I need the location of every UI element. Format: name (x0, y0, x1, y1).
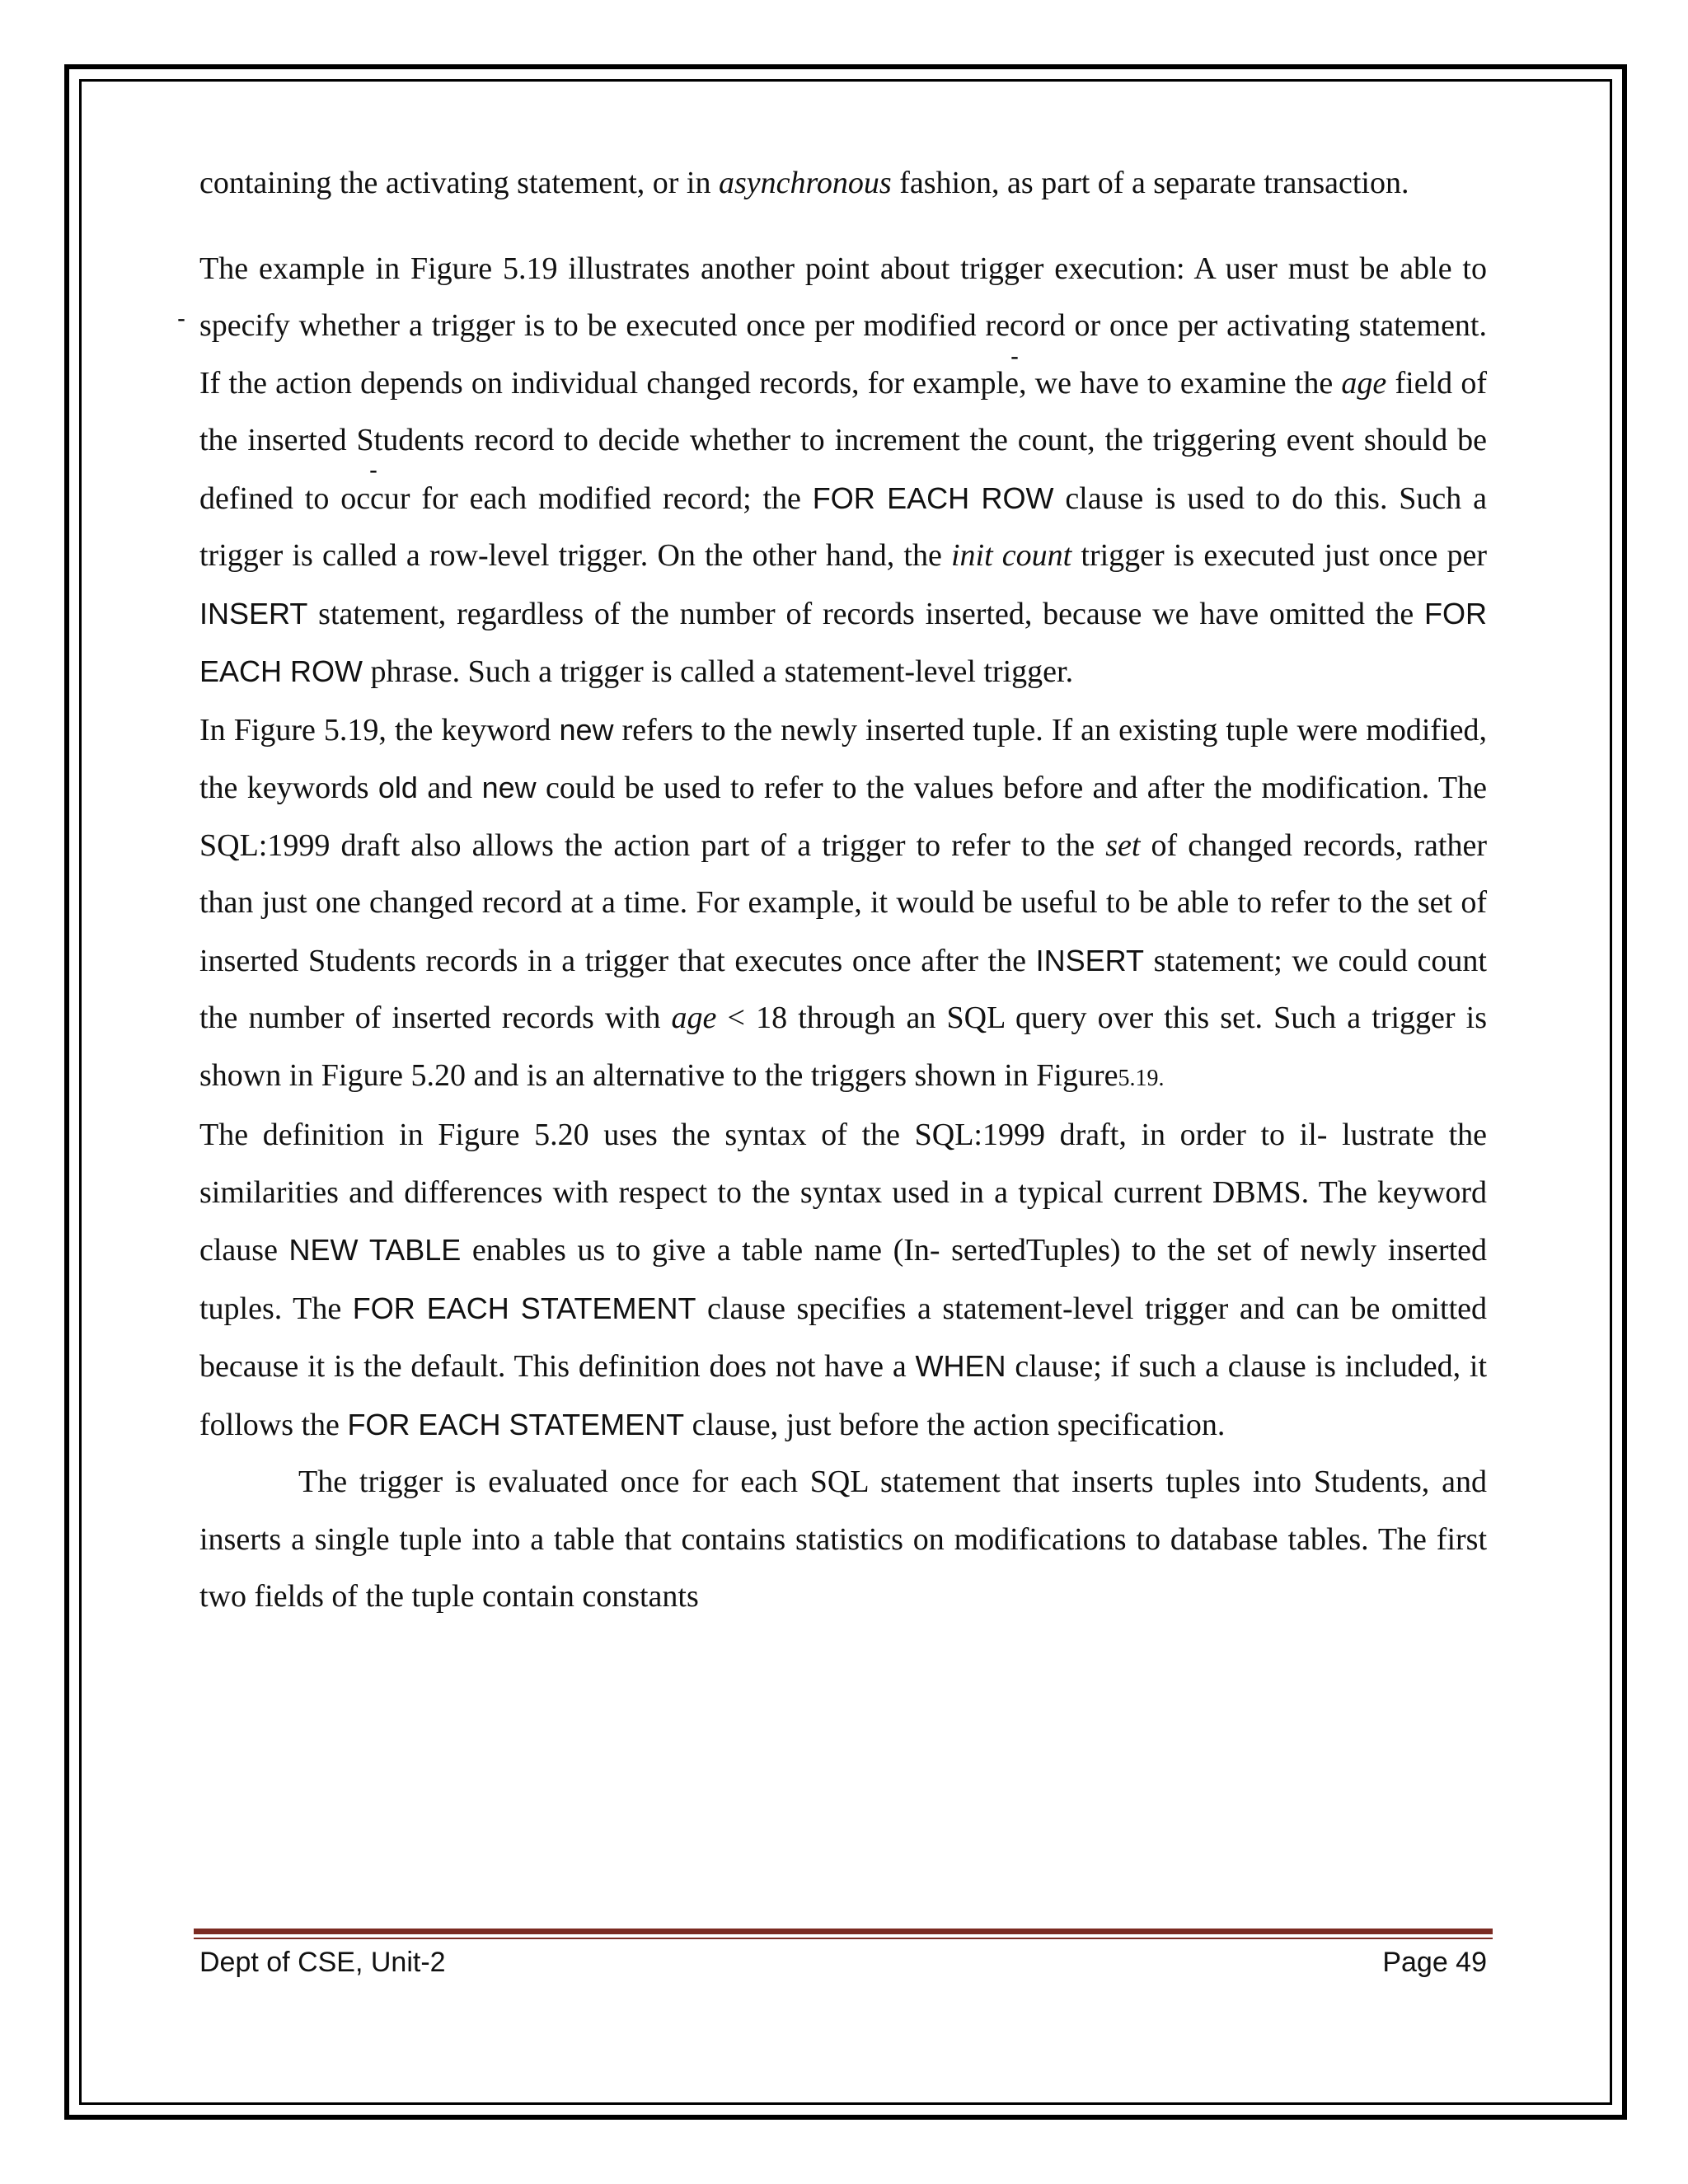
sql-keyword: NEW TABLE (288, 1233, 462, 1267)
text-run: of changed records, rather than just one changed record at a time. For example, it would be useful to be able to refer to the set of inserted Students records in a trigger that executes once after the (199, 827, 1487, 978)
sql-keyword: old (377, 771, 418, 804)
italic-term: age (671, 1001, 717, 1035)
sql-keyword: FOR EACH ROW (199, 596, 1487, 688)
text-run: clause, just before the action specification. (684, 1407, 1226, 1442)
sql-keyword: new (559, 712, 614, 747)
text-run: containing the activating statement, or in (199, 166, 719, 200)
sql-keyword: INSERT (1035, 943, 1144, 977)
text-run: statement, regardless of the number of records inserted, because we have omitted the (307, 596, 1424, 631)
footer-department: Dept of CSE, Unit-2 (199, 1947, 446, 1978)
italic-term: init count (950, 538, 1072, 573)
paragraph (199, 155, 1487, 213)
sql-keyword: INSERT (199, 596, 308, 630)
footer-rule (194, 1929, 1493, 1934)
sql-keyword: FOR EACH STATEMENT (352, 1291, 696, 1325)
italic-term: age (1341, 365, 1387, 401)
paragraph (199, 241, 1487, 701)
text-run: refers to the newly inserted tuple. If an existing tuple were modified, the keywords (199, 712, 1488, 805)
text-run: statement; we could count the number of inserted records with (199, 943, 1487, 1035)
text-run: and (417, 771, 482, 805)
italic-term: set (1105, 827, 1141, 863)
text-run: could be used to refer to the values before and after the modification. The SQL:1999 draft also allows the action part of a trigger to refer to the (199, 771, 1487, 863)
text-run: field of the inserted Students record to decide whether to increment the count, the triggering event should be defined to occur for each modified record; the (199, 365, 1487, 516)
text-run: phrase. Such a trigger is called a statement-level trigger. (363, 654, 1074, 689)
stray-dash-mark: - (369, 457, 377, 484)
stray-dash-mark: - (1010, 343, 1019, 370)
paragraph (199, 1107, 1487, 1454)
text-run: fashion, as part of a separate transaction. (891, 166, 1409, 200)
footer-rule (194, 1938, 1493, 1939)
page-footer (199, 1947, 1487, 1979)
text-run: In Figure 5.19, the keyword (199, 712, 560, 748)
text-run: trigger is executed just once per (1071, 538, 1487, 573)
text-run: The example in Figure 5.19 illustrates another point about trigger execution: A user must be able to specify whether a trigger is to be executed once per modified record or once per activating statement. If the action depends on individual changed records, for example, we have to examine the (199, 251, 1487, 401)
text-run: enables us to give a table name (In- sertedTuples) to the set of newly inserted tuples. The (199, 1233, 1487, 1326)
text-run: The trigger is evaluated once for each SQL statement that inserts tuples into Students, and inserts a single tuple into a table that contains statistics on modifications to database tables. The first two fields of the tuple contain constants (199, 1465, 1487, 1614)
text-run: The definition in Figure 5.20 uses the syntax of the SQL:1999 draft, in order to il- lustrate the similarities and differences with respect to the syntax used in a typical current DBMS. The keyword clause (199, 1118, 1487, 1268)
paragraph (199, 1454, 1487, 1626)
text-run: clause; if such a clause is included, it follows the (199, 1349, 1487, 1442)
sql-keyword: new (481, 771, 537, 804)
paragraph (199, 701, 1487, 1108)
italic-term: asynchronous (719, 166, 892, 200)
footer-page-number: Page 49 (1382, 1947, 1487, 1978)
stray-dash-mark: - (177, 305, 185, 332)
text-run: clause is used to do this. Such a trigger is called a row-level trigger. On the other hand, the (199, 480, 1487, 573)
sql-keyword: FOR EACH STATEMENT (347, 1407, 685, 1441)
sql-keyword: WHEN (915, 1349, 1006, 1383)
text-run: < 18 through an SQL query over this set. Such a trigger is shown in Figure 5.20 and is an alternative to the triggers shown in Figure (199, 1001, 1487, 1093)
figure-ref: 5.19. (1118, 1065, 1165, 1091)
document-body (199, 155, 1487, 1626)
text-run: clause specifies a statement-level trigger and can be omitted because it is the default. This definition does not have a (199, 1291, 1487, 1384)
sql-keyword: FOR EACH ROW (812, 480, 1054, 515)
